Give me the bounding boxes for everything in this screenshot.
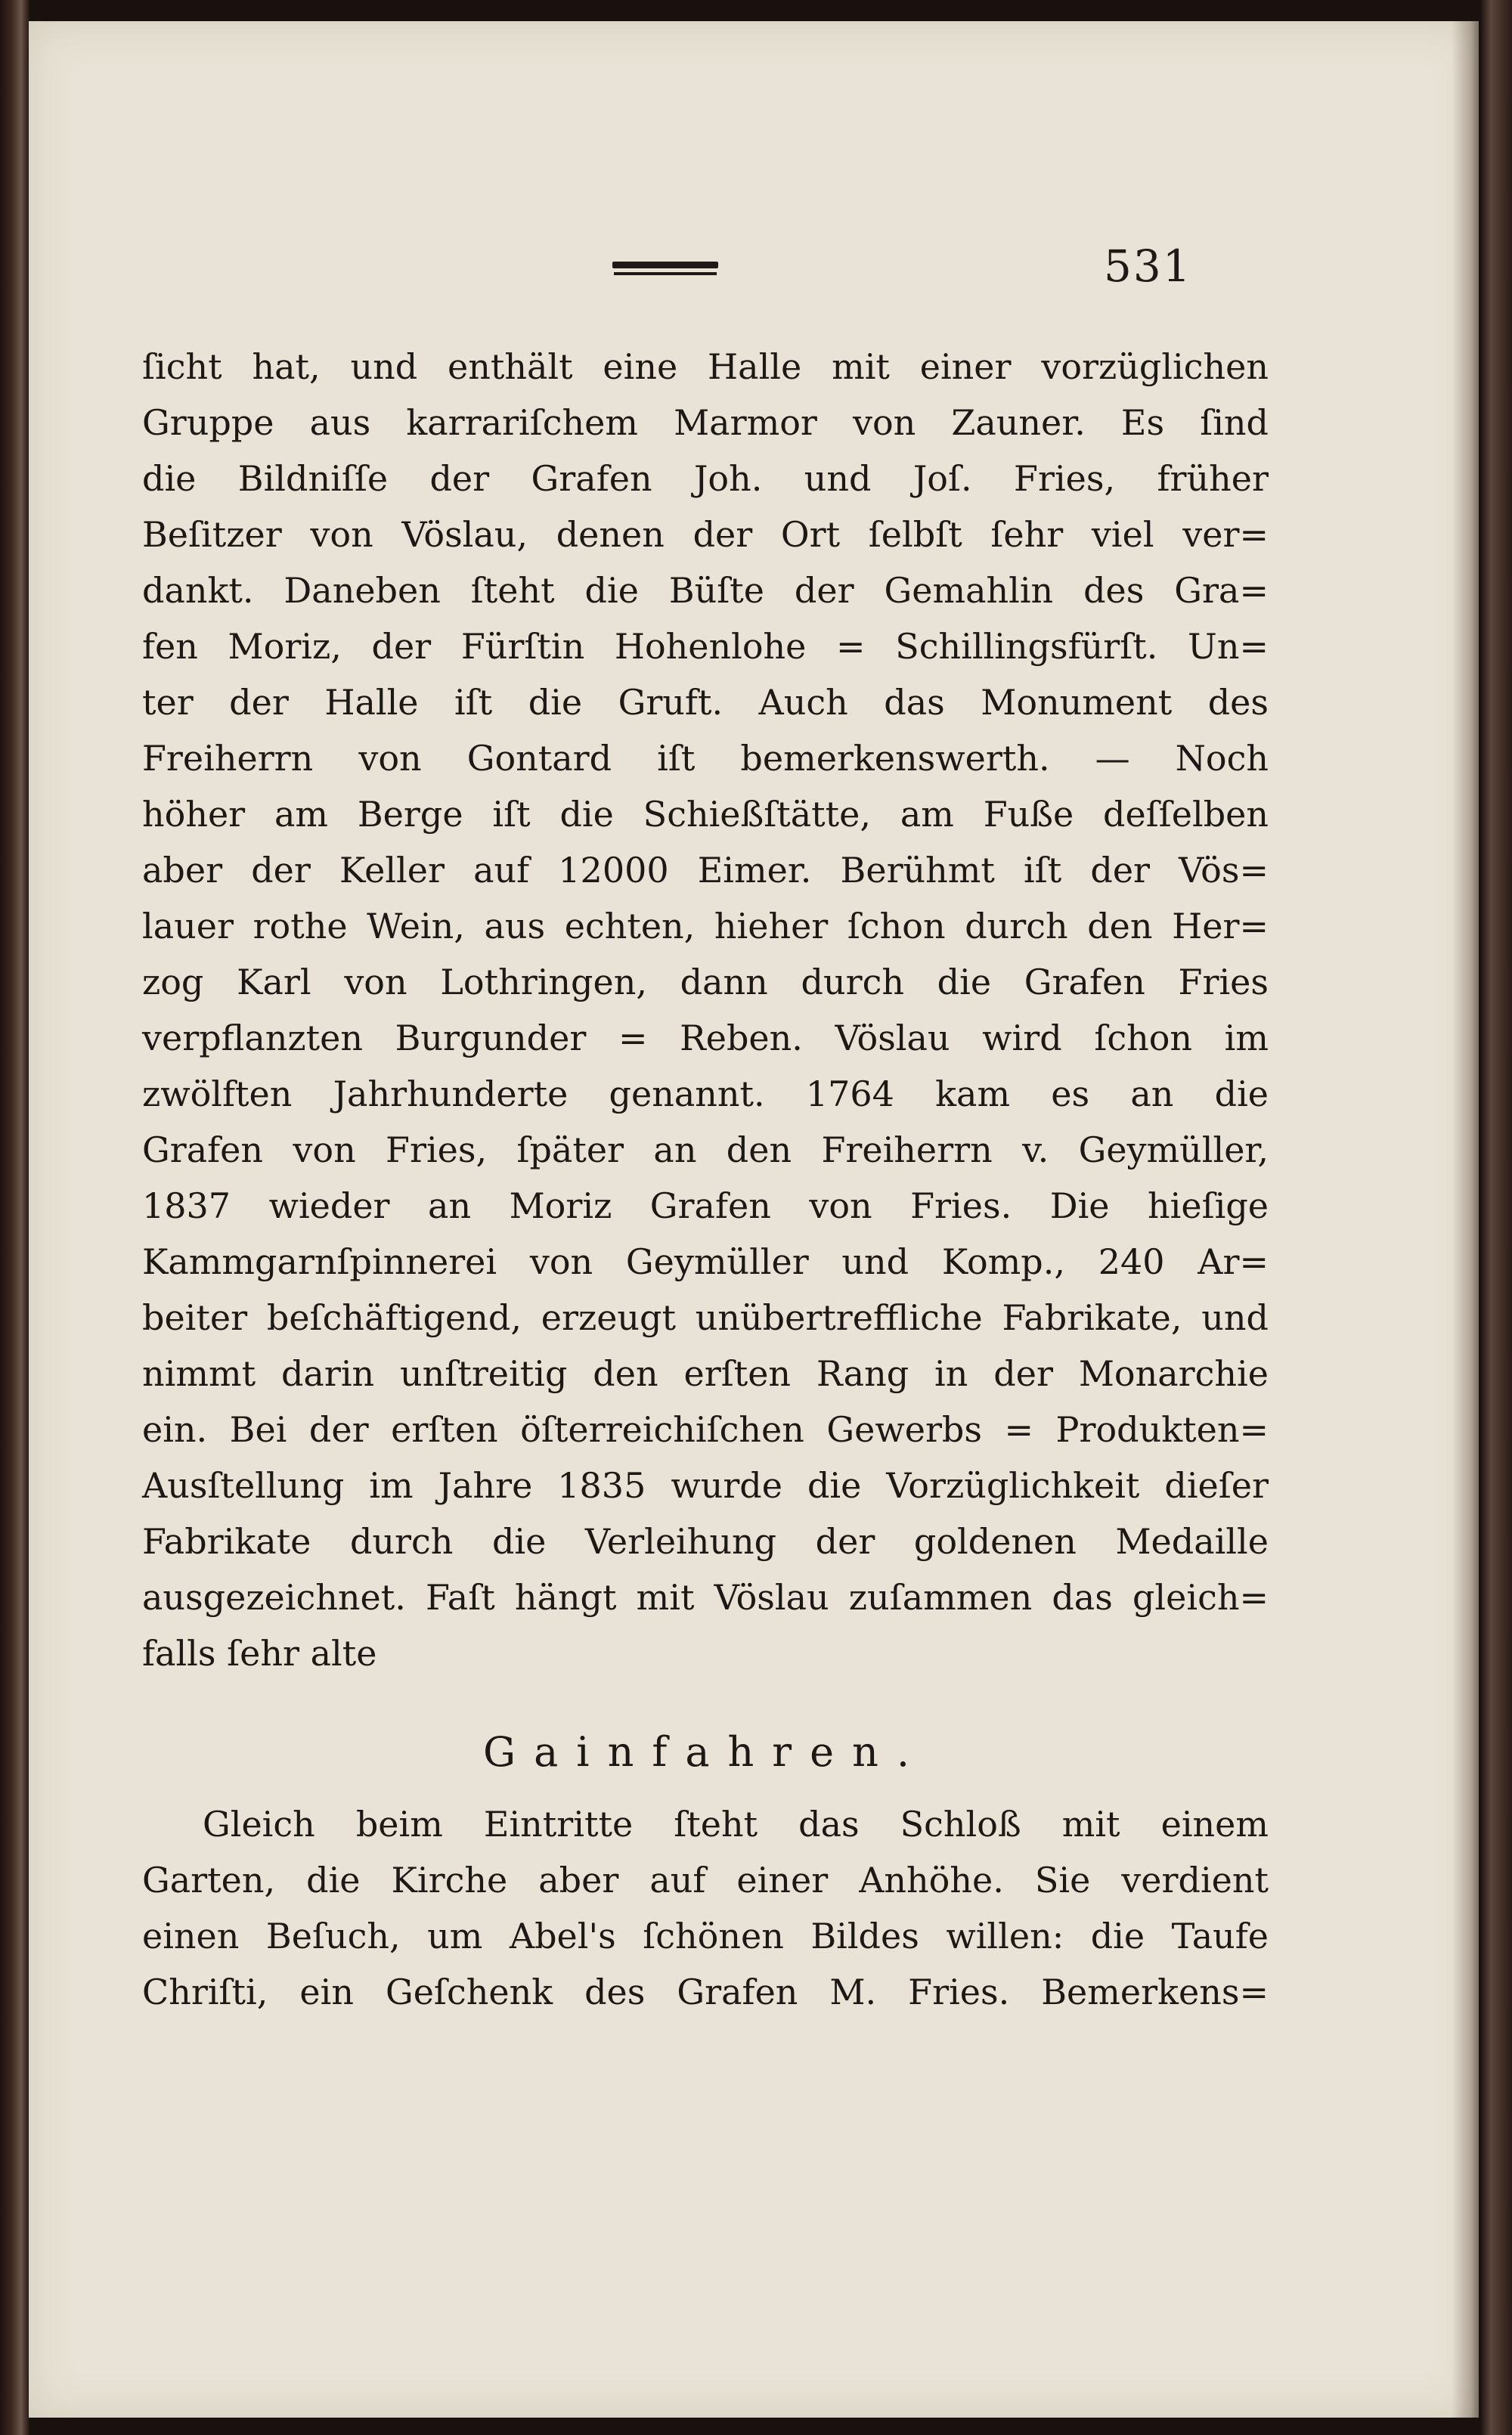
text-line: Freiherrn von Gontard iſt bemerkenswerth. — Noch [142, 738, 1269, 779]
text-line: Grafen von Fries, ſpäter an den Freiherrn v. Geymüller, [142, 1129, 1269, 1170]
book-page [29, 21, 1479, 2418]
text-line: verpflanzten Burgunder = Reben. Vöslau wird ſchon im [142, 1018, 1269, 1058]
text-line: die Bildniſſe der Grafen Joh. und Joſ. Fries, früher [142, 458, 1269, 499]
header-rule [612, 262, 718, 268]
text-line: Gruppe aus karrariſchem Marmor von Zauner. Es ſind [142, 402, 1269, 443]
page-number: 531 [1104, 240, 1192, 292]
text-line: beiter beſchäftigend, erzeugt unübertreffliche Fabrikate, und [142, 1297, 1269, 1338]
text-line: Garten, die Kirche aber auf einer Anhöhe. Sie verdient [142, 1860, 1269, 1901]
text-line: ſicht hat, und enthält eine Halle mit einer vorzüglichen [142, 346, 1269, 387]
text-line: Gleich beim Eintritte ſteht das Schloß mit einem [203, 1804, 1269, 1845]
text-line: Ausſtellung im Jahre 1835 wurde die Vorzüglichkeit dieſer [142, 1465, 1269, 1506]
page-edge-shadow [1452, 21, 1479, 2418]
text-line: aber der Keller auf 12000 Eimer. Berühmt iſt der Vös= [142, 850, 1269, 891]
text-line: einen Beſuch, um Abel's ſchönen Bildes willen: die Taufe [142, 1916, 1269, 1956]
text-line: nimmt darin unſtreitig den erſten Rang in der Monarchie [142, 1353, 1269, 1394]
text-line: ein. Bei der erſten öſterreichiſchen Gewerbs = Produkten= [142, 1409, 1269, 1450]
text-line: Beſitzer von Vöslau, denen der Ort ſelbſt ſehr viel ver= [142, 514, 1269, 555]
text-line: dankt. Daneben ſteht die Büſte der Gemahlin des Gra= [142, 570, 1269, 611]
section-heading: Gainfahren. [482, 1728, 928, 1776]
text-line: falls ſehr alte [142, 1633, 377, 1674]
text-line: Chriſti, ein Geſchenk des Grafen M. Fries. Bemerkens= [142, 1972, 1269, 2012]
text-line: ter der Halle iſt die Gruft. Auch das Monument des [142, 682, 1269, 723]
text-line: zog Karl von Lothringen, dann durch die Grafen Fries [142, 962, 1269, 1002]
text-line: Fabrikate durch die Verleihung der goldenen Medaille [142, 1521, 1269, 1562]
text-line: ausgezeichnet. Faſt hängt mit Vöslau zuſammen das gleich= [142, 1577, 1269, 1618]
text-line: 1837 wieder an Moriz Grafen von Fries. Die hieſige [142, 1185, 1269, 1226]
text-line: höher am Berge iſt die Schießſtätte, am Fuße deſſelben [142, 794, 1269, 835]
text-line: zwölften Jahrhunderte genannt. 1764 kam es an die [142, 1073, 1269, 1114]
text-line: fen Moriz, der Fürſtin Hohenlohe = Schillingsfürſt. Un= [142, 626, 1269, 667]
paragraph-1 [142, 339, 1269, 1681]
text-line: Kammgarnſpinnerei von Geymüller und Komp., 240 Ar= [142, 1241, 1269, 1282]
text-line: lauer rothe Wein, aus echten, hieher ſchon durch den Her= [142, 906, 1269, 946]
paragraph-2 [142, 1796, 1269, 2020]
